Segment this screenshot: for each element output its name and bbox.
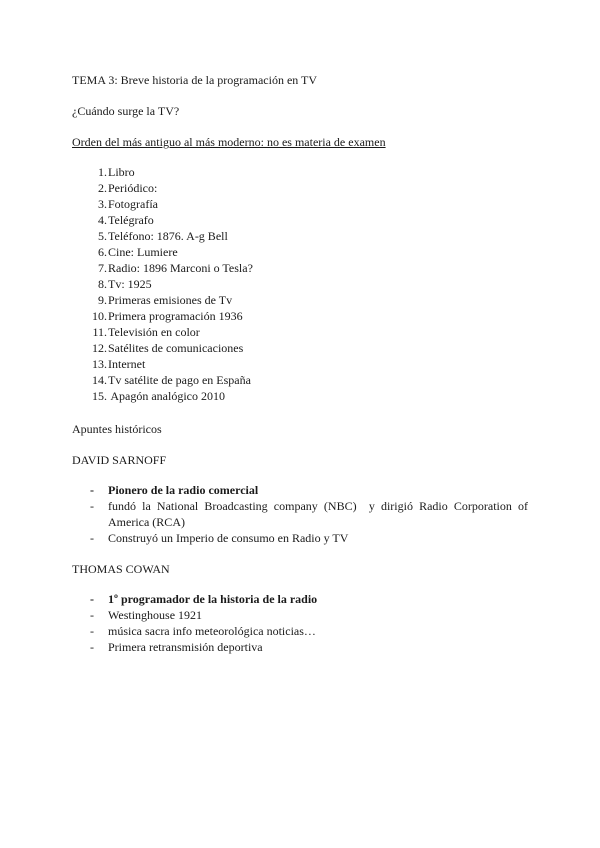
section-name-sarnoff: DAVID SARNOFF (72, 453, 167, 467)
sarnoff-list (72, 482, 531, 546)
order-heading: Orden del más antiguo al más moderno: no es materia de examen (72, 135, 386, 149)
list-item: - Construyó un Imperio de consumo en Radio y TV (90, 531, 349, 545)
list-item: - música sacra info meteorológica noticias… (90, 624, 316, 638)
list-item: 10. Primera programación 1936 (92, 309, 243, 323)
list-item: 14. Tv satélite de pago en España (92, 373, 251, 387)
list-item: - fundó la National Broadcasting company (NBC) y dirigió Radio Corporation of America (RCA) (90, 499, 531, 529)
list-item: 7. Radio: 1896 Marconi o Tesla? (98, 261, 253, 275)
document-page (72, 72, 531, 655)
list-item: 9. Primeras emisiones de Tv (98, 293, 233, 307)
question-heading: ¿Cuándo surge la TV? (72, 104, 180, 118)
cowan-list (72, 591, 528, 655)
list-item: 12. Satélites de comunicaciones (92, 341, 244, 355)
list-item: 13. Internet (92, 357, 146, 371)
list-item: - Pionero de la radio comercial (90, 483, 259, 497)
notes-heading: Apuntes históricos (72, 422, 162, 436)
list-item: 5. Teléfono: 1876. A-g Bell (98, 229, 228, 243)
list-item: - 1º programador de la historia de la radio (90, 592, 318, 606)
list-item: 15. Apagón analógico 2010 (92, 389, 225, 403)
timeline-list (72, 164, 528, 404)
list-item: 2. Periódico: (98, 181, 158, 195)
list-item: 6. Cine: Lumiere (98, 245, 178, 259)
list-item: 1. Libro (98, 165, 135, 179)
list-item: - Primera retransmisión deportiva (90, 640, 263, 654)
list-item: - Westinghouse 1921 (90, 608, 203, 622)
list-item: 8. Tv: 1925 (98, 277, 152, 291)
list-item: 3. Fotografía (98, 197, 158, 211)
document-title: TEMA 3: Breve historia de la programación en TV (72, 73, 318, 87)
section-name-cowan: THOMAS COWAN (72, 562, 170, 576)
list-item: 11. Televisión en color (92, 325, 200, 339)
list-item: 4. Telégrafo (98, 213, 154, 227)
